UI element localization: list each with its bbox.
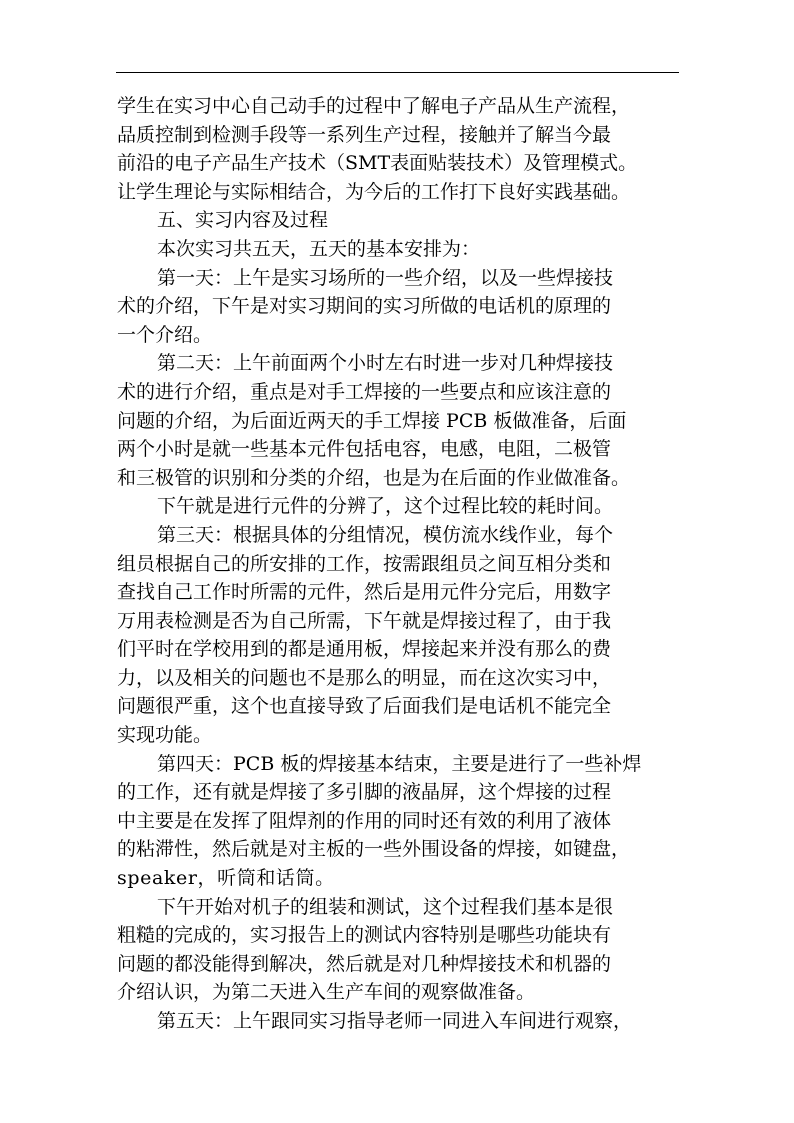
text-line: 前沿的电子产品生产技术（SMT表面贴装技术）及管理模式。	[117, 152, 638, 175]
text-line: 粗糙的完成的，实习报告上的测试内容特别是哪些功能块有	[117, 924, 612, 947]
text-line: 中主要是在发挥了阻焊剂的作用的同时还有效的利用了液体	[117, 809, 612, 832]
text-line: 组员根据自己的所安排的工作，按需跟组员之间互相分类和	[117, 552, 612, 575]
text-line: 和三极管的识别和分类的介绍，也是为在后面的作业做准备。	[117, 466, 631, 489]
text-line: 介绍认识，为第二天进入生产车间的观察做准备。	[117, 981, 536, 1004]
header-rule	[116, 72, 679, 73]
text-line: 们平时在学校用到的都是通用板，焊接起来并没有那么的费	[117, 638, 612, 661]
text-line: 术的介绍，下午是对实习期间的实习所做的电话机的原理的	[117, 295, 612, 318]
text-line: 第三天：根据具体的分组情况，模仿流水线作业，每个	[157, 523, 614, 546]
text-line: 的工作，还有就是焊接了多引脚的液晶屏，这个焊接的过程	[117, 781, 612, 804]
text-line: 下午就是进行元件的分辨了，这个过程比较的耗时间。	[157, 495, 614, 518]
text-line: 下午开始对机子的组装和测试，这个过程我们基本是很	[157, 895, 614, 918]
text-line: 术的进行介绍，重点是对手工焊接的一些要点和应该注意的	[117, 380, 612, 403]
text-line: 的粘滞性，然后就是对主板的一些外围设备的焊接，如键盘，	[117, 838, 631, 861]
text-line: 品质控制到检测手段等一系列生产过程，接触并了解当今最	[117, 123, 612, 146]
text-line: 学生在实习中心自己动手的过程中了解电子产品从生产流程，	[117, 95, 631, 117]
text-line: 第五天：上午跟同实习指导老师一同进入车间进行观察，	[157, 1010, 633, 1032]
text-line: 一个介绍。	[117, 323, 213, 346]
text-line: 第二天：上午前面两个小时左右时进一步对几种焊接技	[157, 352, 614, 375]
text-line: 让学生理论与实际相结合，为今后的工作打下良好实践基础。	[117, 180, 631, 203]
text-line: 两个小时是就一些基本元件包括电容，电感，电阻，二极管	[117, 438, 612, 461]
text-line: 问题的都没能得到解决，然后就是对几种焊接技术和机器的	[117, 952, 612, 975]
text-line: speaker，听筒和话筒。	[117, 867, 335, 890]
text-line: 问题很严重，这个也直接导致了后面我们是电话机不能完全	[117, 695, 612, 718]
text-line: 第四天：PCB 板的焊接基本结束，主要是进行了一些补焊	[157, 752, 642, 775]
text-line: 实现功能。	[117, 724, 213, 747]
section-heading: 五、实习内容及过程	[157, 209, 329, 232]
text-line: 问题的介绍，为后面近两天的手工焊接 PCB 板做准备，后面	[117, 409, 627, 432]
text-line: 本次实习共五天，五天的基本安排为：	[157, 237, 481, 260]
text-line: 力，以及相关的问题也不是那么的明显，而在这次实习中，	[117, 666, 612, 689]
text-line: 第一天：上午是实习场所的一些介绍，以及一些焊接技	[157, 266, 614, 289]
document-body	[117, 92, 683, 1036]
text-line: 查找自己工作时所需的元件，然后是用元件分完后，用数字	[117, 581, 612, 604]
text-line: 万用表检测是否为自己所需，下午就是焊接过程了，由于我	[117, 609, 612, 632]
